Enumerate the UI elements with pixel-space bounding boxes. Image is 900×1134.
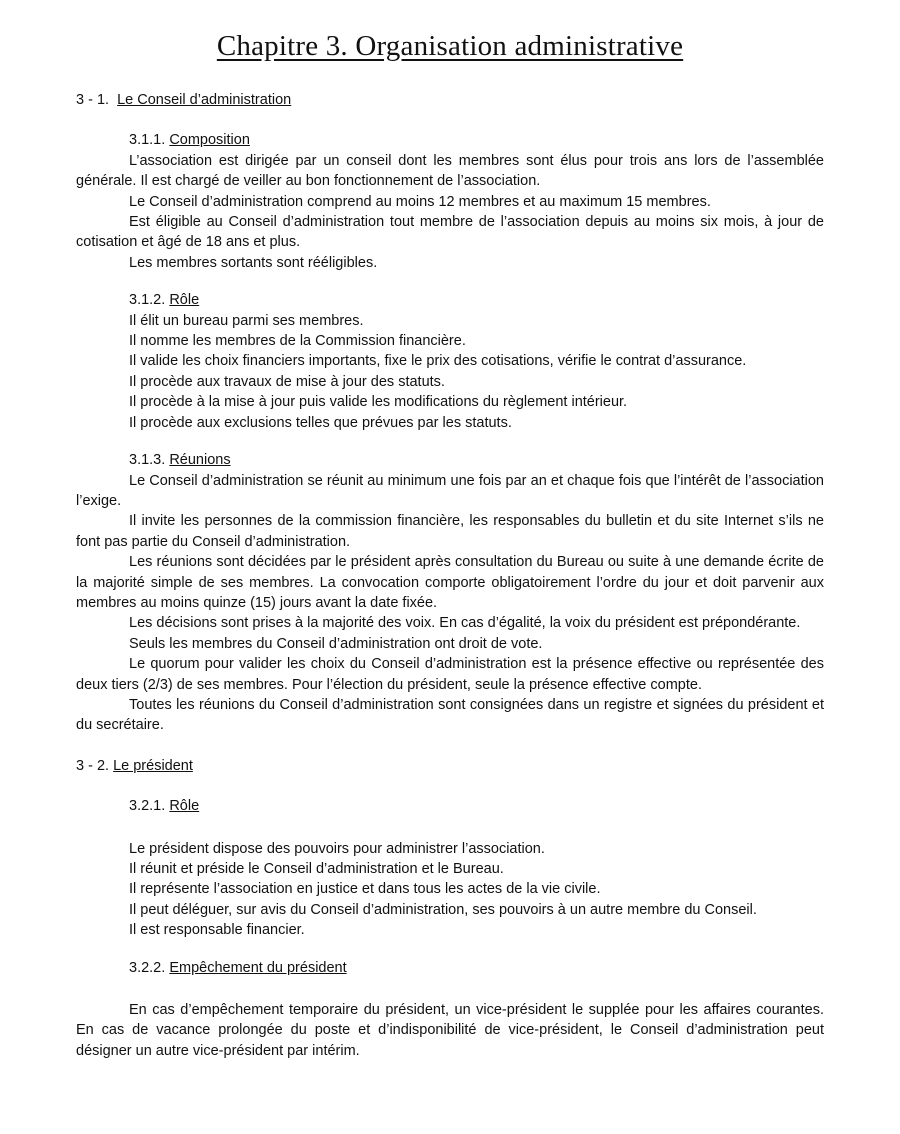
- paragraph: Toutes les réunions du Conseil d’administration sont consignées dans un registre et signées du président et du secrétaire.: [76, 696, 824, 734]
- document-body: [76, 90, 824, 1061]
- list-line: Il nomme les membres de la Commission financière.: [129, 333, 466, 350]
- subsection-title: Empêchement du président: [169, 959, 347, 976]
- section-title: Le président: [113, 757, 193, 774]
- section-3-2-heading: [76, 756, 824, 776]
- list-line: Il procède aux travaux de mise à jour des statuts.: [129, 373, 445, 390]
- subsection-3-2-1-heading: [76, 796, 824, 816]
- list-line: Il représente l’association en justice et dans tous les actes de la vie civile.: [129, 881, 601, 898]
- list-line: Il réunit et préside le Conseil d’administration et le Bureau.: [129, 861, 504, 877]
- subsection-title: Composition: [169, 132, 250, 149]
- section-number: 3 - 2.: [76, 757, 110, 774]
- list-line: Il procède à la mise à jour puis valide les modifications du règlement intérieur.: [129, 394, 628, 411]
- paragraph: Les membres sortants sont rééligibles.: [129, 254, 378, 271]
- paragraph: Seuls les membres du Conseil d’administration ont droit de vote.: [129, 635, 543, 652]
- section-title: Le Conseil d’administration: [117, 92, 292, 108]
- list-line: Il est responsable financier.: [129, 922, 305, 939]
- paragraph: Le Conseil d’administration se réunit au minimum une fois par an et chaque fois que l’intérêt de l’association l’exige.: [76, 472, 824, 509]
- subsection-title: Réunions: [169, 452, 231, 469]
- paragraph: L’association est dirigée par un conseil dont les membres sont élus pour trois ans lors de l’assemblée générale. Il est chargé de veiller au bon fonctionnement de l’association.: [76, 152, 824, 190]
- subsection-number: 3.1.3.: [129, 452, 166, 469]
- subsection-3-2-2-heading: [76, 958, 824, 978]
- subsection-number: 3.2.1.: [129, 798, 166, 815]
- paragraph: Les réunions sont décidées par le président après consultation du Bureau ou suite à une demande écrite de la majorité simple de ses membres. La convocation comporte obligatoirement l’ordre du jour et doit parvenir aux membres au moins quinze (15) jours avant la date fixée.: [76, 554, 824, 611]
- section-3-1-heading: [76, 90, 824, 110]
- subsection-title: Rôle: [169, 292, 200, 309]
- paragraph: Le Conseil d’administration comprend au moins 12 membres et au maximum 15 membres.: [129, 193, 711, 210]
- paragraph: Les décisions sont prises à la majorité des voix. En cas d’égalité, la voix du président est prépondérante.: [129, 615, 801, 632]
- list-line: Le président dispose des pouvoirs pour administrer l’association.: [129, 840, 545, 857]
- paragraph: Le quorum pour valider les choix du Conseil d’administration est la présence effective ou représentée des deux tiers (2/3) de ses membres. Pour l’élection du président, seule la présence effective compte.: [76, 656, 824, 693]
- paragraph: Est éligible au Conseil d’administration tout membre de l’association depuis au moins six mois, à jour de cotisation et âgé de 18 ans et plus.: [76, 214, 824, 251]
- subsection-title: Rôle: [169, 798, 200, 815]
- subsection-number: 3.2.2.: [129, 959, 166, 976]
- chapter-title: Chapitre 3. Organisation administrative: [216, 30, 684, 62]
- list-line: Il valide les choix financiers importants, fixe le prix des cotisations, vérifie le contrat d’assurance.: [129, 353, 747, 370]
- section-number: 3 - 1.: [76, 92, 110, 108]
- list-line: Il peut déléguer, sur avis du Conseil d’administration, ses pouvoirs à un autre membre du Conseil.: [129, 901, 757, 918]
- subsection-3-1-2-heading: [76, 290, 824, 310]
- subsection-number: 3.1.2.: [129, 292, 166, 309]
- paragraph: En cas d’empêchement temporaire du président, un vice-président le supplée pour les affaires courantes. En cas de vacance prolongée du poste et d’indisponibilité de vice-président, le Conseil d’administration peut désigner un autre vice-président par intérim.: [76, 1002, 824, 1059]
- subsection-3-1-1-heading: [76, 130, 824, 150]
- subsection-number: 3.1.1.: [129, 132, 166, 149]
- list-line: Il procède aux exclusions telles que prévues par les statuts.: [129, 414, 512, 431]
- paragraph: Il invite les personnes de la commission financière, les responsables du bulletin et du site Internet s’ils ne font pas partie du Conseil d’administration.: [76, 513, 824, 550]
- list-line: Il élit un bureau parmi ses membres.: [129, 312, 364, 329]
- subsection-3-1-3-heading: [76, 450, 824, 470]
